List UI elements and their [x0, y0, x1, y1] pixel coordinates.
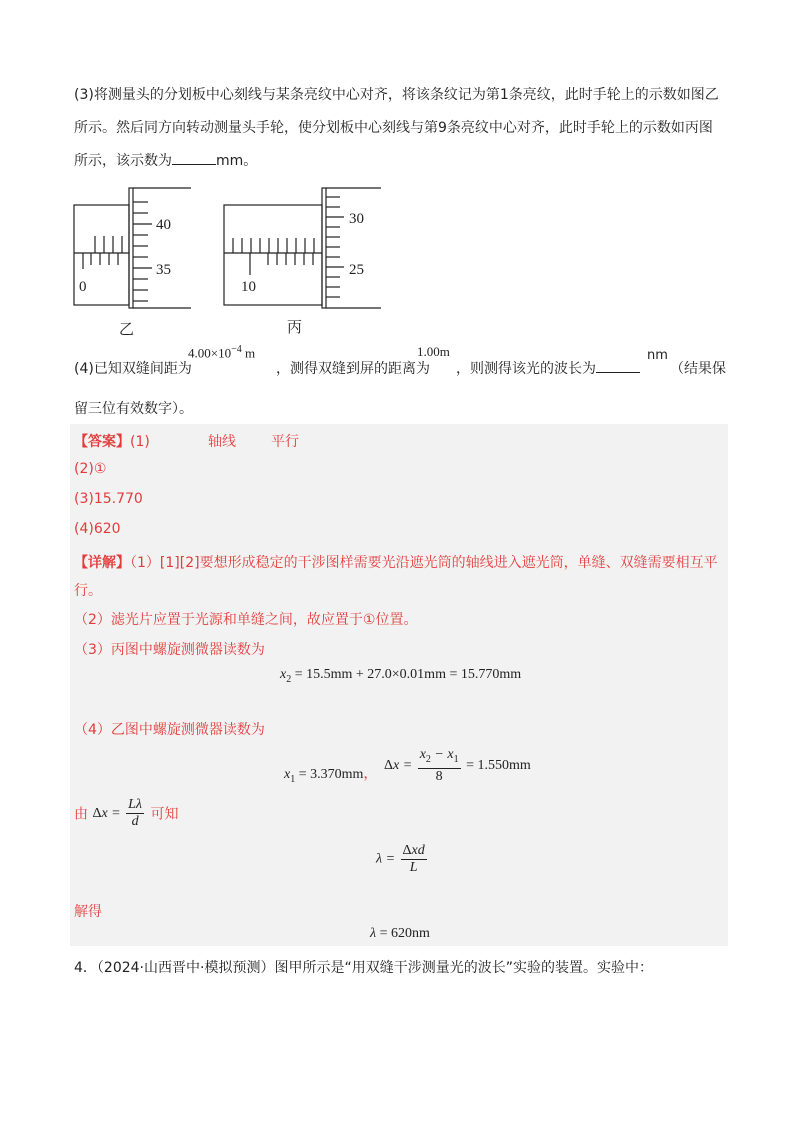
detail-p2: （2）滤光片应置于光源和单缝之间，故应置于①位置。	[74, 612, 418, 628]
q4-line2: 留三位有效数字）。	[74, 401, 193, 417]
q3-line1: (3)将测量头的分划板中心刻线与某条亮纹中心对齐，将该条纹记为第1条亮纹，此时手轮上的示数如图乙	[74, 87, 719, 103]
detail-p1-line2: 行。	[74, 583, 102, 599]
answer-line-1	[74, 431, 150, 451]
answer-1-part2: 平行	[271, 434, 299, 450]
detail-tag: 【详解】	[74, 555, 130, 571]
question-4-number: 4．	[74, 960, 97, 976]
q4-d-exponent: −4	[231, 344, 242, 355]
answer-3: (3)15.770	[74, 491, 143, 507]
q4-post-text: ，则测得该光的波长为	[456, 361, 596, 377]
q4-d-unit: m	[244, 345, 256, 361]
answer-tag: 【答案】	[74, 434, 130, 450]
q3-unit: mm。	[216, 153, 258, 169]
equation-delta-x: Δx = $\frac{x_2 - x_1}{8}$ = 1.550mm	[384, 747, 531, 784]
yi-thimble-label-2: 35	[156, 262, 171, 278]
detail-from-line	[74, 797, 178, 830]
q4-pre: (4)已知双缝间距为	[74, 361, 192, 377]
delta-x-denominator: 8	[435, 768, 443, 784]
equation-x1: $x_1 = 3.370mm$，	[284, 767, 378, 785]
q4-tail: （结果保	[670, 361, 726, 377]
wavelength-result: λ = 620nm	[370, 926, 430, 941]
equation-separator: ，	[363, 767, 378, 782]
wavelength-formula: λ = $\frac{\text{Δxd}}{L}$	[376, 843, 425, 875]
equation-x2: $x_2 = 15.5mm + 27.0\times 0.01mm = 15.770mm$	[280, 667, 522, 685]
detail-solve: 解得	[74, 904, 102, 920]
q4-d-value	[188, 344, 255, 361]
q4-post	[456, 358, 640, 378]
q4-unit: nm	[647, 348, 668, 363]
detail-p3: （3）丙图中螺旋测微器读数为	[74, 642, 265, 658]
equation-delta-x-result: = 1.550mm	[466, 758, 531, 774]
yi-thimble-label-1: 40	[156, 217, 171, 233]
q4-mid: ，测得双缝到屏的距离为	[276, 361, 430, 377]
bing-thimble-label-1: 30	[349, 211, 364, 227]
delta-x-fraction: $\frac{x_2 - x_1}{8}$	[419, 747, 459, 784]
figure-caption-bing: 丙	[287, 318, 303, 336]
answer-4: (4)620	[74, 521, 121, 537]
from-pre: 由	[74, 806, 88, 823]
wavelength-result-value: = 620nm	[379, 926, 430, 941]
bing-thimble-edge	[322, 188, 326, 308]
detail-p1-text: （1）[1][2]要想形成稳定的干涉图样需要光沿遮光筒的轴线进入遮光筒，单缝、双缝需要相互平	[130, 555, 718, 571]
detail-line-1	[74, 552, 718, 572]
fringe-formula: Δx = $\frac{L\lambda}{d}$	[92, 797, 142, 829]
equation-x2-rhs: = 15.5mm + 27.0×0.01mm = 15.770mm	[294, 667, 522, 682]
micrometer-yi-figure	[70, 185, 195, 310]
equation-x1-rhs: = 3.370mm	[298, 767, 364, 782]
answer-2: (2)①	[74, 461, 107, 477]
q3-line2: 所示。然后同方向转动测量头手轮，使分划板中心刻线与第9条亮纹中心对齐，此时手轮上的示数如丙图	[74, 120, 713, 136]
answer-1-number: (1)	[130, 434, 150, 450]
detail-p4: （4）乙图中螺旋测微器读数为	[74, 722, 265, 738]
micrometer-bing-figure	[220, 185, 385, 310]
yi-main-label: 0	[79, 279, 87, 295]
yi-thimble-edge	[129, 188, 133, 308]
q3-line3	[74, 150, 257, 170]
bing-sleeve	[224, 205, 322, 305]
bing-thimble-label-2: 25	[349, 262, 364, 278]
question-4-line	[74, 957, 653, 977]
answer-blank-3	[172, 164, 216, 165]
question-4-text: （2024·山西晋中·模拟预测）图甲所示是“用双缝干涉测量光的波长”实验的装置。实验中：	[96, 960, 653, 976]
answer-1-part1: 轴线	[208, 434, 236, 450]
answer-blank-4	[596, 372, 640, 373]
q4-d-mantissa: 4.00×10	[188, 345, 232, 361]
figure-caption-yi: 乙	[119, 320, 135, 338]
bing-main-label: 10	[241, 279, 256, 295]
from-post: 可知	[150, 806, 179, 823]
q4-line1	[74, 358, 192, 378]
q3-line3-text: 所示，该示数为	[74, 153, 172, 169]
q4-L-value: 1.00m	[417, 344, 450, 359]
